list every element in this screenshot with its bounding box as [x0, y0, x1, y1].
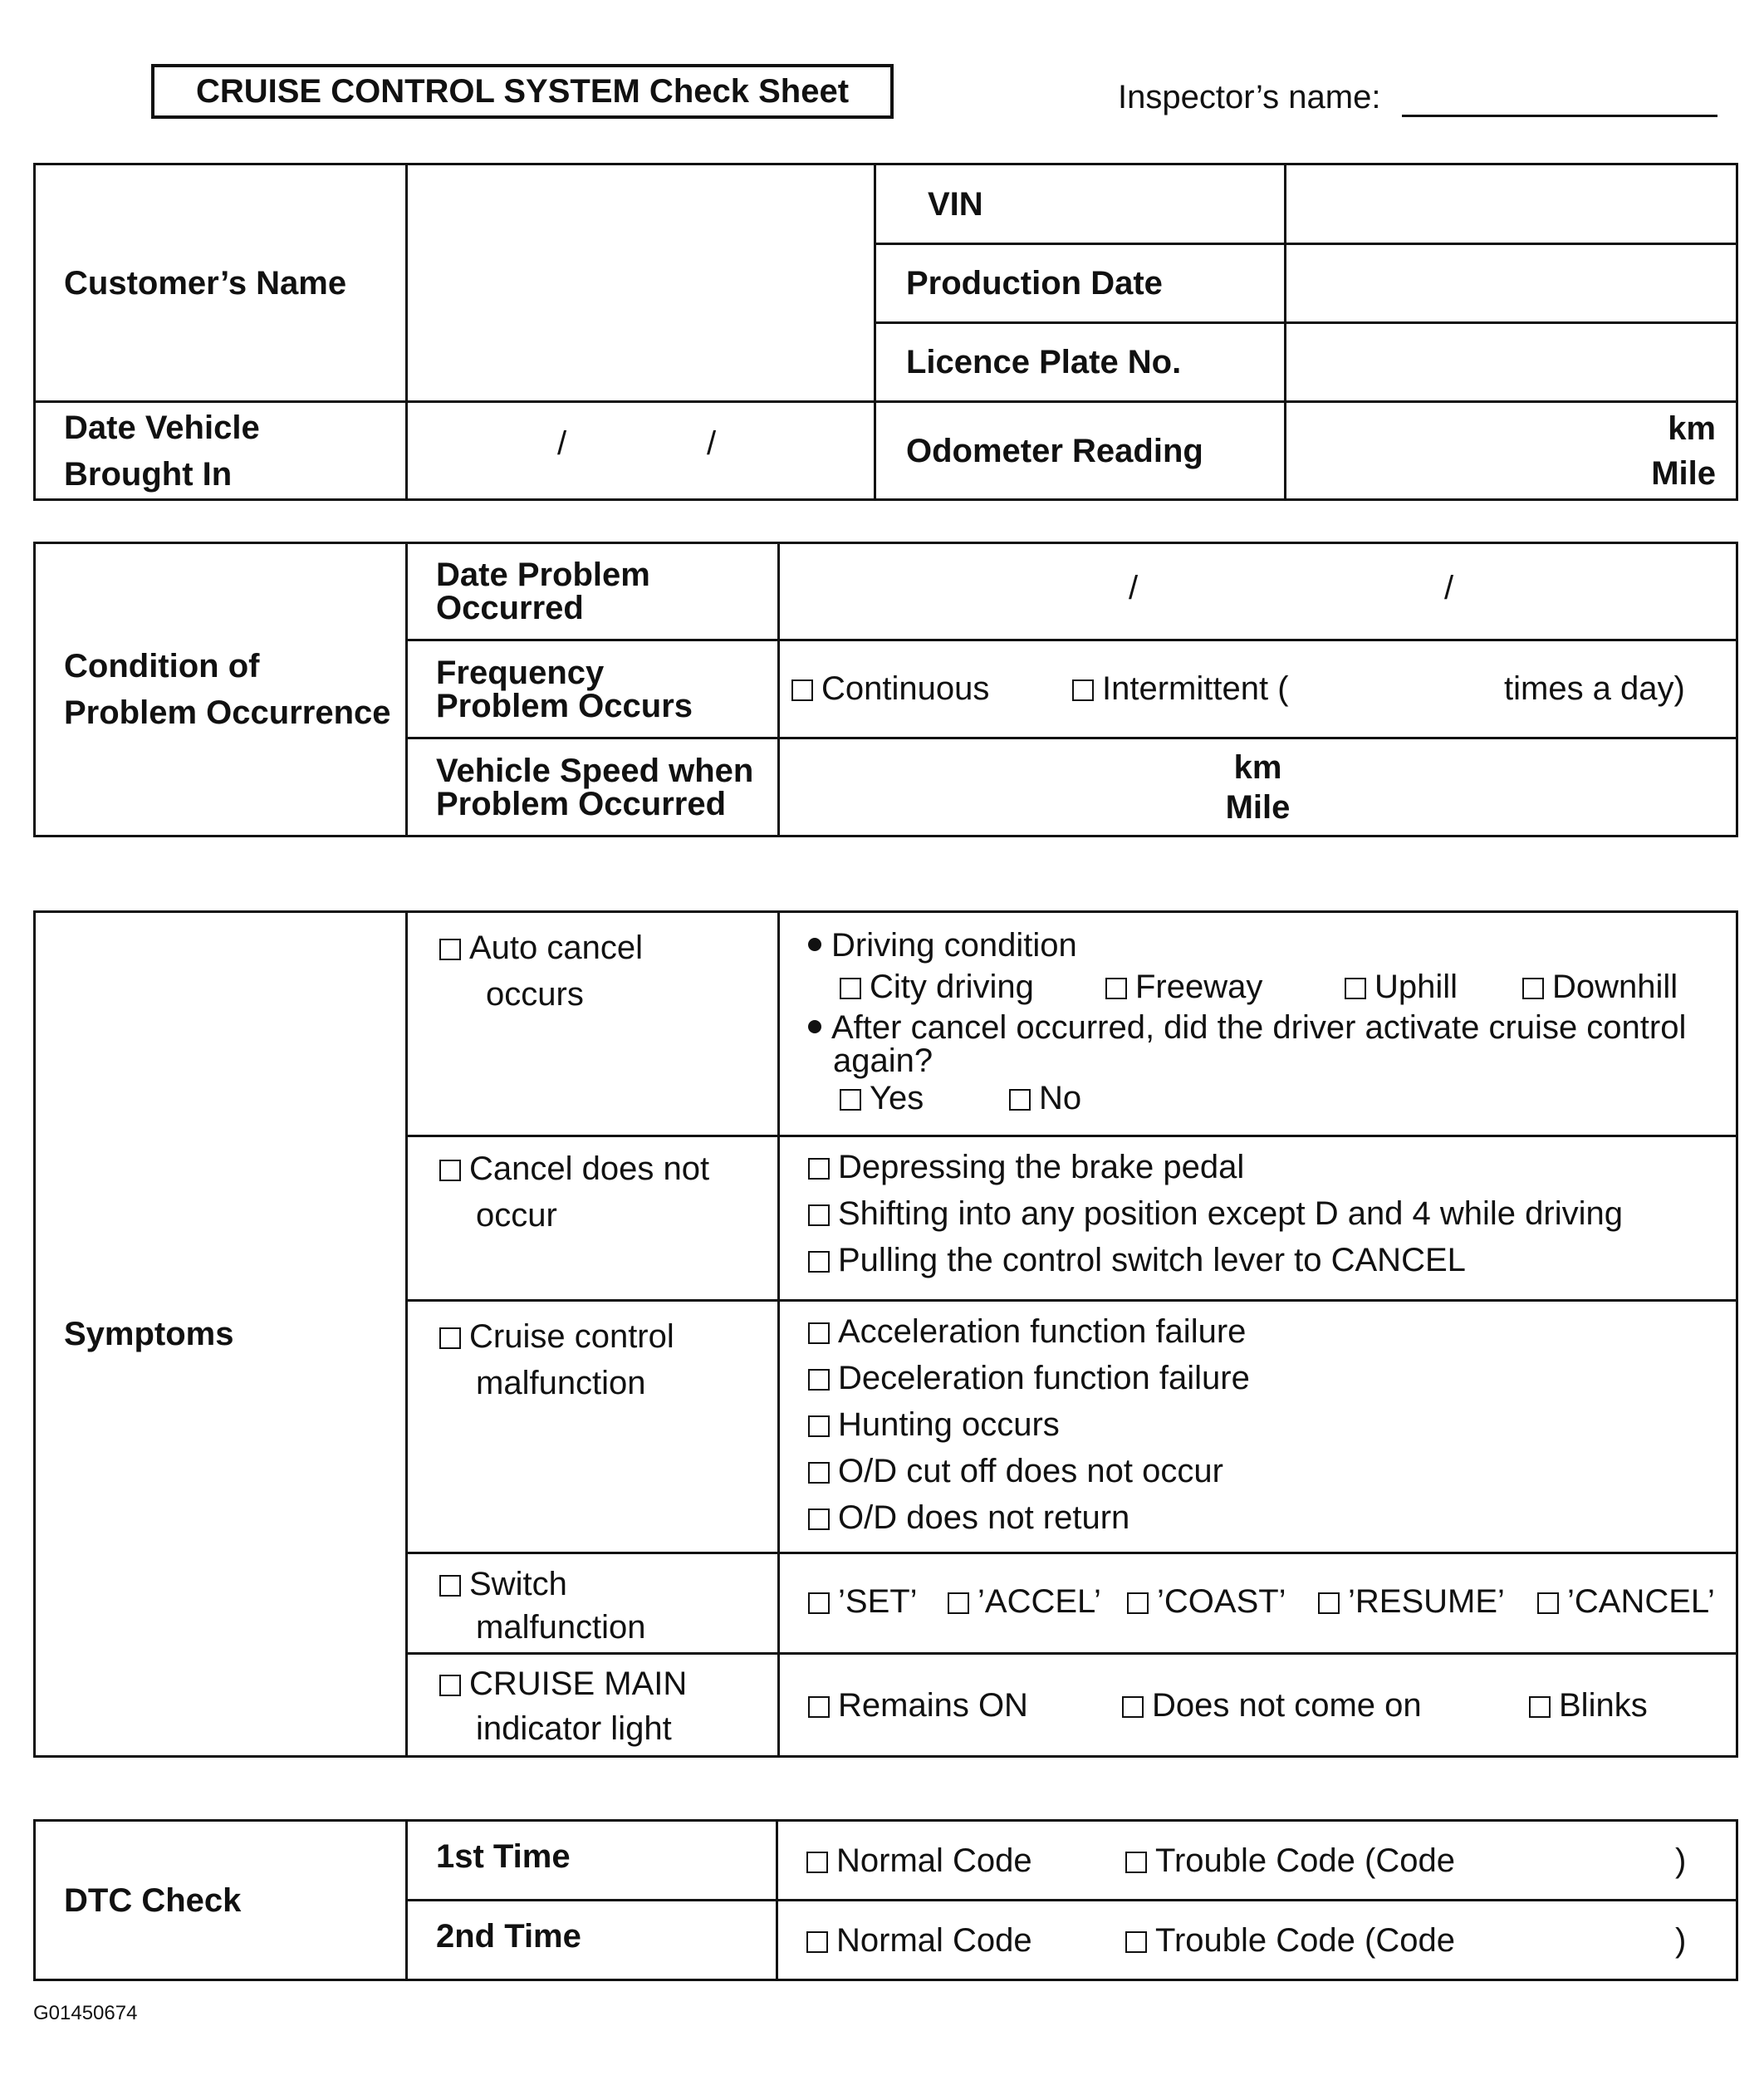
- trouble-code-label: Trouble Code (Code: [1155, 1922, 1455, 1959]
- auto-cancel-label-1: Auto cancel: [469, 930, 644, 966]
- does-not-come-on-checkbox[interactable]: [1122, 1696, 1144, 1718]
- yes-label: Yes: [870, 1080, 924, 1116]
- vin-field[interactable]: [1286, 164, 1737, 244]
- bullet-icon: [808, 1020, 821, 1033]
- cancel-not-occur-label-2: occur: [476, 1197, 557, 1234]
- no-checkbox[interactable]: [1009, 1089, 1031, 1111]
- malfunction-item: O/D does not return: [838, 1499, 1130, 1536]
- dtc-table: [33, 1819, 1738, 1981]
- second-normal-code-checkbox[interactable]: [806, 1931, 828, 1953]
- switch-item: ’SET’: [838, 1583, 918, 1620]
- date-problem-label-1: Date Problem: [436, 557, 650, 593]
- odometer-field[interactable]: [1286, 402, 1737, 500]
- frequency-field: [779, 640, 1737, 738]
- indicator-label-2: indicator light: [476, 1710, 672, 1747]
- date-problem-field[interactable]: [779, 543, 1737, 640]
- switch-item: ’COAST’: [1157, 1583, 1286, 1620]
- city-driving-checkbox[interactable]: [840, 978, 861, 999]
- set-checkbox[interactable]: [808, 1592, 830, 1614]
- switch-item: ’CANCEL’: [1567, 1583, 1715, 1620]
- condition-label-1: Condition of: [64, 648, 260, 684]
- inspector-name-field[interactable]: [1402, 115, 1717, 117]
- vin-label: VIN: [875, 164, 1286, 244]
- continuous-checkbox[interactable]: [791, 679, 813, 701]
- indicator-item: Remains ON: [838, 1687, 1028, 1724]
- blinks-checkbox[interactable]: [1529, 1696, 1551, 1718]
- hunting-checkbox[interactable]: [808, 1415, 830, 1437]
- frequency-label-1: Frequency: [436, 654, 605, 691]
- speed-field[interactable]: [779, 738, 1737, 836]
- date-separator: /: [1129, 570, 1139, 606]
- downhill-checkbox[interactable]: [1522, 978, 1544, 999]
- uphill-checkbox[interactable]: [1345, 978, 1366, 999]
- deceleration-failure-checkbox[interactable]: [808, 1369, 830, 1391]
- acceleration-failure-checkbox[interactable]: [808, 1322, 830, 1344]
- odometer-label: Odometer Reading: [875, 402, 1286, 500]
- control-lever-checkbox[interactable]: [808, 1251, 830, 1273]
- cancel-item: Depressing the brake pedal: [838, 1149, 1245, 1185]
- intermittent-label: Intermittent (: [1102, 670, 1289, 707]
- date-separator: /: [557, 425, 567, 462]
- cancel-not-occur-checkbox[interactable]: [439, 1160, 461, 1181]
- city-driving-label: City driving: [870, 969, 1034, 1005]
- unit-mile: Mile: [1651, 454, 1716, 492]
- normal-code-label: Normal Code: [836, 1842, 1032, 1879]
- malfunction-item: O/D cut off does not occur: [838, 1453, 1223, 1489]
- unit-km: km: [1668, 410, 1716, 447]
- indicator-item: Blinks: [1559, 1687, 1648, 1724]
- unit-mile: Mile: [1225, 788, 1291, 826]
- symptoms-table: [33, 910, 1738, 1758]
- condition-label-2: Problem Occurrence: [64, 694, 391, 731]
- auto-cancel-checkbox[interactable]: [439, 939, 461, 960]
- times-a-day-label: times a day): [1504, 670, 1685, 707]
- close-paren: ): [1675, 1922, 1687, 1959]
- malfunction-label-2: malfunction: [476, 1365, 646, 1401]
- continuous-label: Continuous: [821, 670, 990, 707]
- freeway-checkbox[interactable]: [1105, 978, 1127, 999]
- accel-checkbox[interactable]: [948, 1592, 969, 1614]
- intermittent-checkbox[interactable]: [1072, 679, 1094, 701]
- date-brought-in-label-1: Date Vehicle: [64, 409, 260, 446]
- licence-plate-field[interactable]: [1286, 323, 1737, 402]
- bullet-icon: [808, 938, 821, 951]
- od-cut-off-checkbox[interactable]: [808, 1462, 830, 1484]
- cancel-item: Pulling the control switch lever to CANCEL: [838, 1242, 1466, 1278]
- malfunction-checkbox[interactable]: [439, 1327, 461, 1349]
- driving-condition-label: Driving condition: [831, 927, 1077, 964]
- trouble-code-label: Trouble Code (Code: [1155, 1842, 1455, 1879]
- od-return-checkbox[interactable]: [808, 1508, 830, 1530]
- customer-name-label: Customer’s Name: [35, 164, 407, 402]
- cancel-not-occur-label-1: Cancel does not: [469, 1150, 710, 1187]
- freeway-label: Freeway: [1135, 969, 1263, 1005]
- customer-name-field[interactable]: [407, 164, 875, 402]
- cruise-main-checkbox[interactable]: [439, 1675, 461, 1696]
- malfunction-item: Hunting occurs: [838, 1406, 1060, 1443]
- resume-checkbox[interactable]: [1318, 1592, 1340, 1614]
- question-label-2: again?: [833, 1042, 933, 1079]
- second-time-label: 2nd Time: [407, 1901, 777, 1980]
- date-separator: /: [707, 425, 717, 462]
- production-date-field[interactable]: [1286, 244, 1737, 323]
- figure-code: G01450674: [33, 2002, 138, 2024]
- no-label: No: [1039, 1080, 1082, 1116]
- first-normal-code-checkbox[interactable]: [806, 1852, 828, 1873]
- frequency-label-2: Problem Occurs: [436, 687, 693, 724]
- switch-malfunction-checkbox[interactable]: [439, 1575, 461, 1597]
- speed-label-1: Vehicle Speed when: [436, 752, 754, 789]
- close-paren: ): [1675, 1842, 1687, 1879]
- inspector-label: Inspector’s name:: [1118, 79, 1381, 115]
- uphill-label: Uphill: [1374, 969, 1458, 1005]
- switch-item: ’RESUME’: [1348, 1583, 1505, 1620]
- coast-checkbox[interactable]: [1127, 1592, 1149, 1614]
- switch-label-2: malfunction: [476, 1609, 646, 1646]
- indicator-label-1: CRUISE MAIN: [469, 1665, 688, 1702]
- production-date-label: Production Date: [875, 244, 1286, 323]
- cancel-checkbox[interactable]: [1537, 1592, 1559, 1614]
- page-title: CRUISE CONTROL SYSTEM Check Sheet: [151, 64, 894, 119]
- second-trouble-code-checkbox[interactable]: [1125, 1931, 1147, 1953]
- normal-code-label: Normal Code: [836, 1922, 1032, 1959]
- switch-item: ’ACCEL’: [978, 1583, 1101, 1620]
- symptoms-label: Symptoms: [35, 912, 407, 1757]
- switch-label-1: Switch: [469, 1566, 567, 1602]
- date-problem-label-2: Occurred: [436, 590, 584, 626]
- remains-on-checkbox[interactable]: [808, 1696, 830, 1718]
- yes-checkbox[interactable]: [840, 1089, 861, 1111]
- shifting-checkbox[interactable]: [808, 1204, 830, 1226]
- first-time-label: 1st Time: [407, 1821, 777, 1901]
- date-separator: /: [1444, 570, 1454, 606]
- licence-plate-label: Licence Plate No.: [875, 323, 1286, 402]
- brake-pedal-checkbox[interactable]: [808, 1158, 830, 1180]
- auto-cancel-label-2: occurs: [486, 976, 584, 1013]
- malfunction-label-1: Cruise control: [469, 1318, 674, 1355]
- question-label-1: After cancel occurred, did the driver activate cruise control: [831, 1009, 1687, 1046]
- speed-label-2: Problem Occurred: [436, 785, 727, 822]
- cancel-item: Shifting into any position except D and 4 while driving: [838, 1195, 1623, 1232]
- first-trouble-code-checkbox[interactable]: [1125, 1852, 1147, 1873]
- unit-km: km: [1233, 748, 1282, 786]
- date-brought-in-label-2: Brought In: [64, 455, 233, 493]
- customer-info-table: [33, 163, 1738, 501]
- malfunction-item: Acceleration function failure: [838, 1313, 1247, 1350]
- indicator-item: Does not come on: [1152, 1687, 1422, 1724]
- malfunction-item: Deceleration function failure: [838, 1360, 1250, 1396]
- dtc-check-label: DTC Check: [35, 1821, 407, 1980]
- date-brought-in-field[interactable]: [407, 402, 875, 500]
- downhill-label: Downhill: [1552, 969, 1678, 1005]
- condition-table: [33, 542, 1738, 837]
